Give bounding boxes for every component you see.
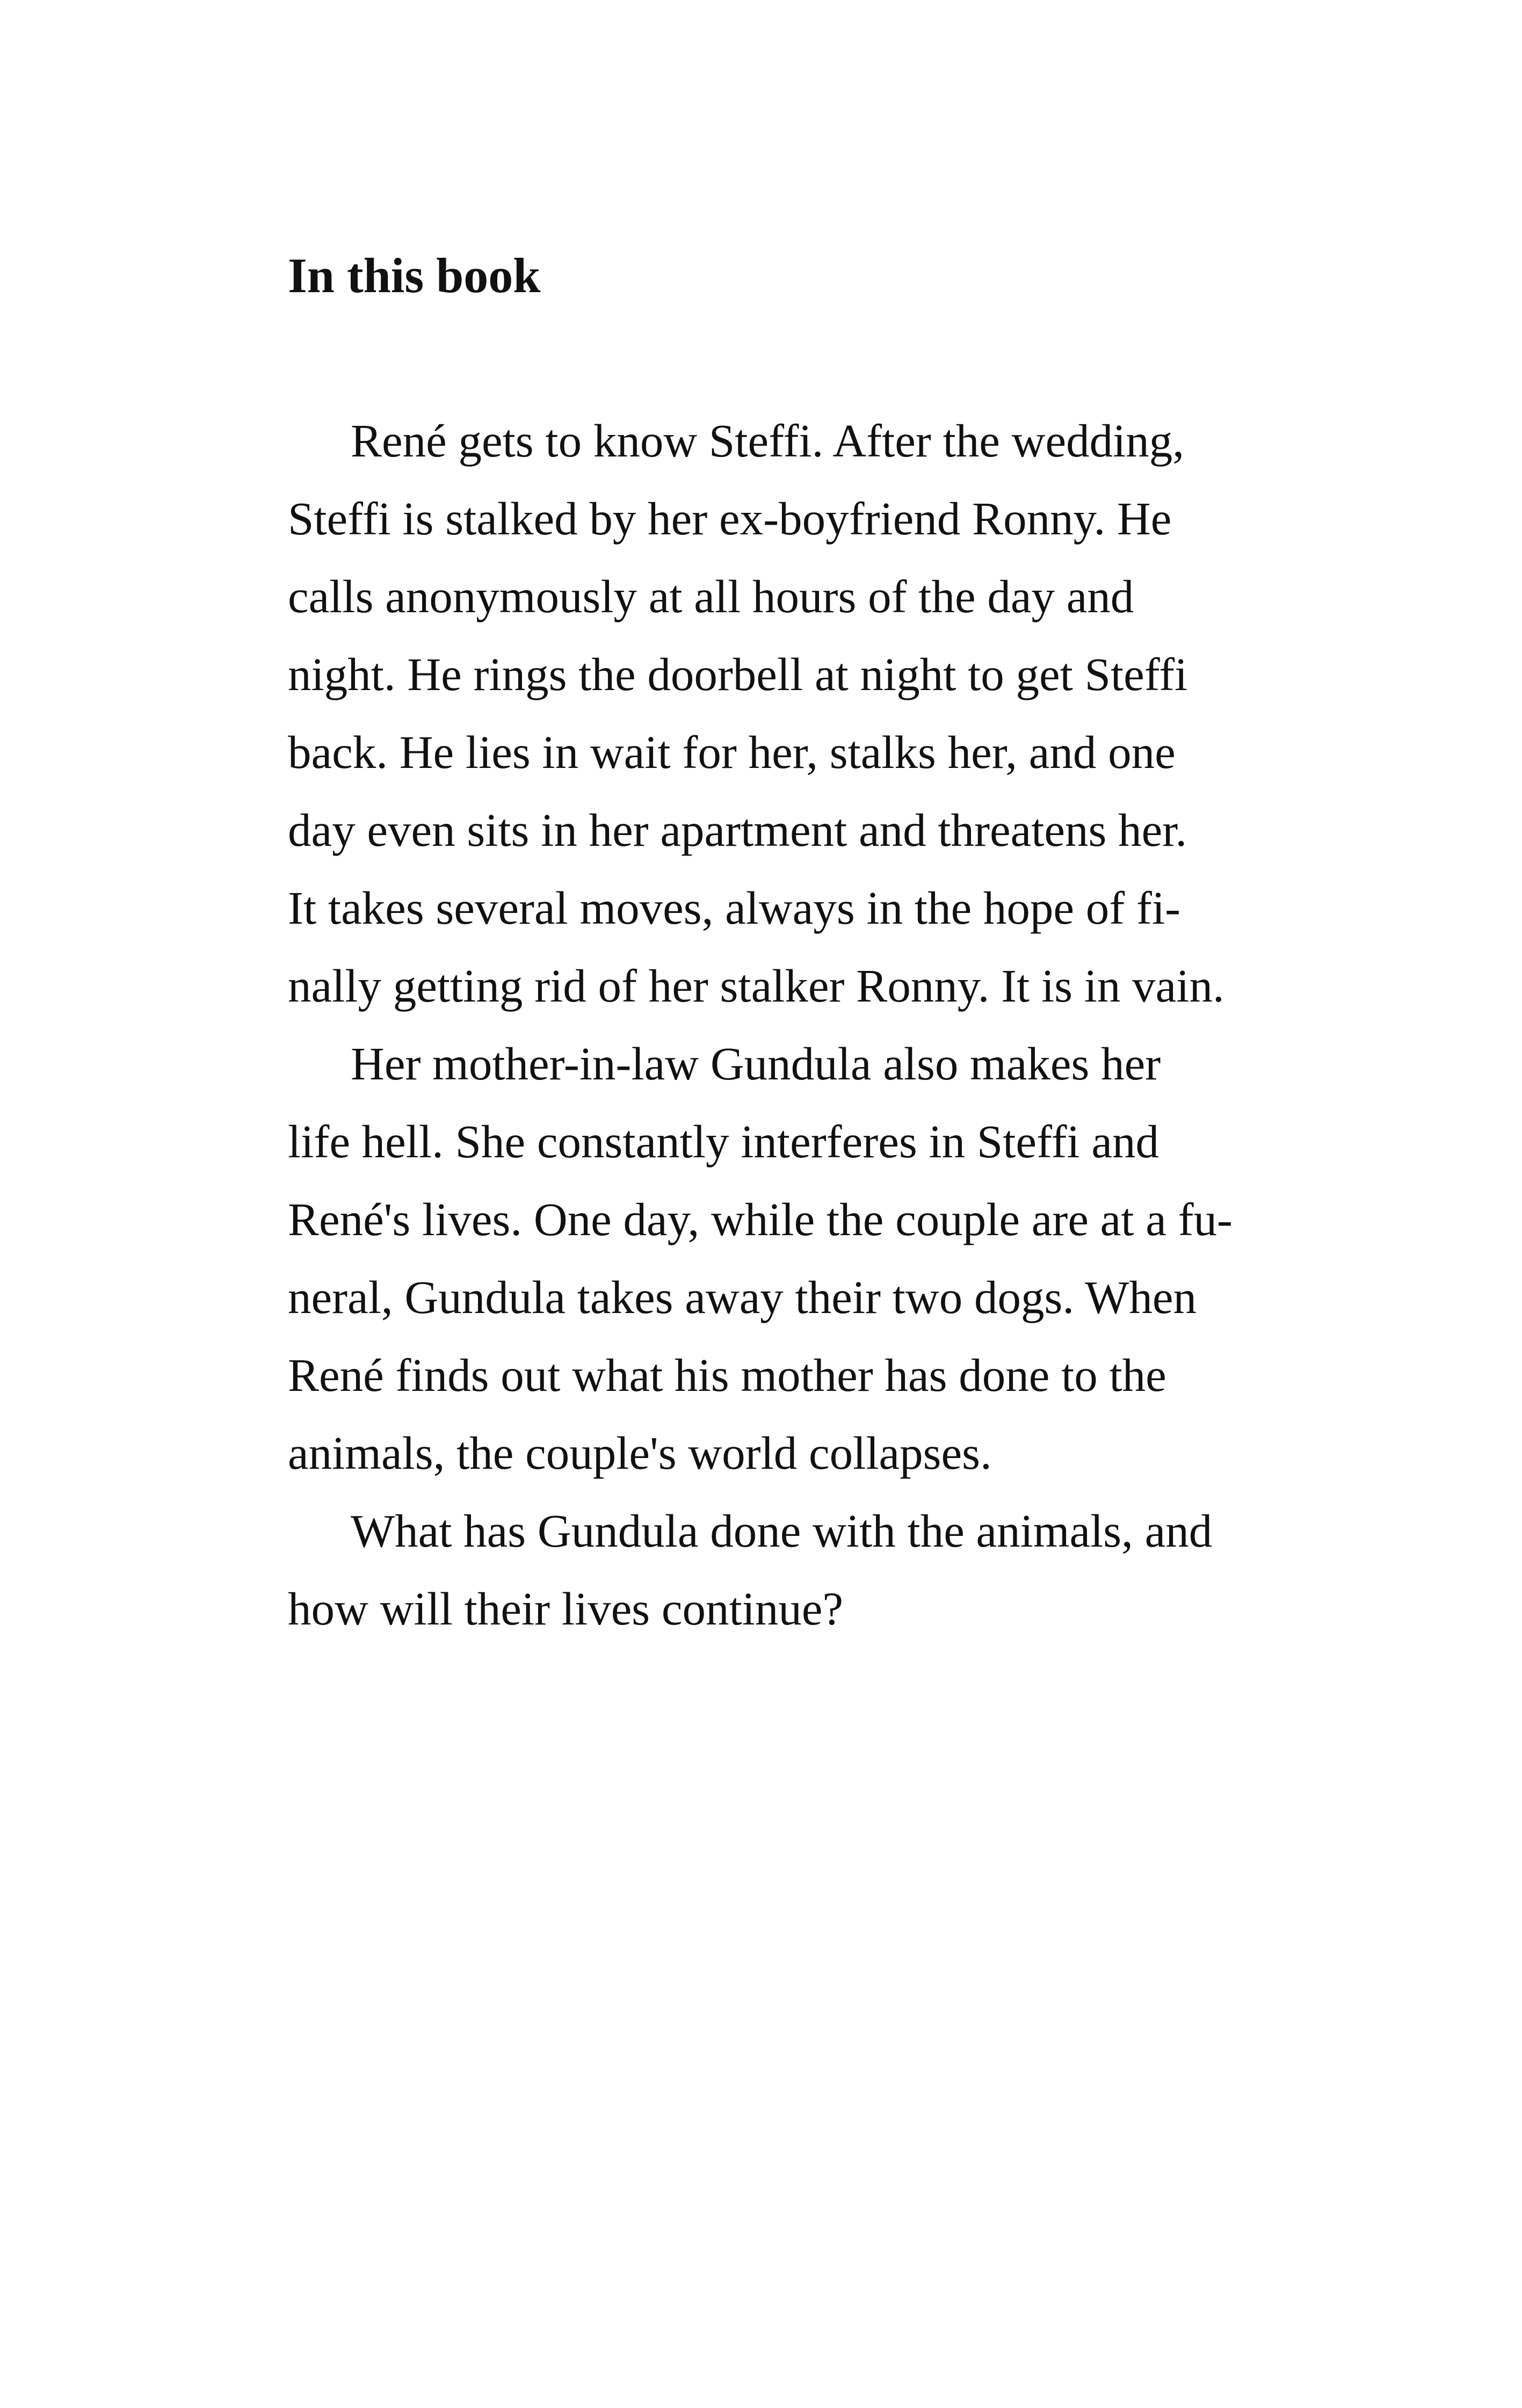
text-line: Her mother-in-law Gundula also makes her	[351, 1038, 1161, 1090]
text-line: René finds out what his mother has done to the	[288, 1349, 1166, 1401]
text-line: nally getting rid of her stalker Ronny. It is in vain.	[288, 960, 1224, 1012]
summary-text	[288, 402, 1351, 1648]
text-line: night. He rings the doorbell at night to get Steffi	[288, 648, 1188, 700]
text-line: calls anonymously at all hours of the day and	[288, 570, 1134, 622]
text-line: animals, the couple's world collapses.	[288, 1427, 992, 1479]
paragraph-mother-in-law	[288, 1025, 1351, 1492]
text-line: back. He lies in wait for her, stalks her, and one	[288, 726, 1176, 778]
text-line: neral, Gundula takes away their two dogs. When	[288, 1271, 1197, 1323]
paragraph-question	[288, 1492, 1351, 1648]
text-line: day even sits in her apartment and threatens her.	[288, 804, 1187, 856]
paragraph-stalker	[288, 402, 1351, 1025]
text-line: how will their lives continue?	[288, 1583, 844, 1635]
text-line: René gets to know Steffi. After the wedding,	[351, 415, 1185, 467]
text-line: René's lives. One day, while the couple are at a fu-	[288, 1193, 1233, 1245]
section-heading: In this book	[288, 248, 541, 303]
text-line: Steffi is stalked by her ex-boyfriend Ronny. He	[288, 492, 1172, 545]
text-line: What has Gundula done with the animals, and	[351, 1505, 1213, 1557]
text-line: life hell. She constantly interferes in Steffi and	[288, 1115, 1159, 1167]
text-line: It takes several moves, always in the hope of fi-	[288, 882, 1181, 934]
